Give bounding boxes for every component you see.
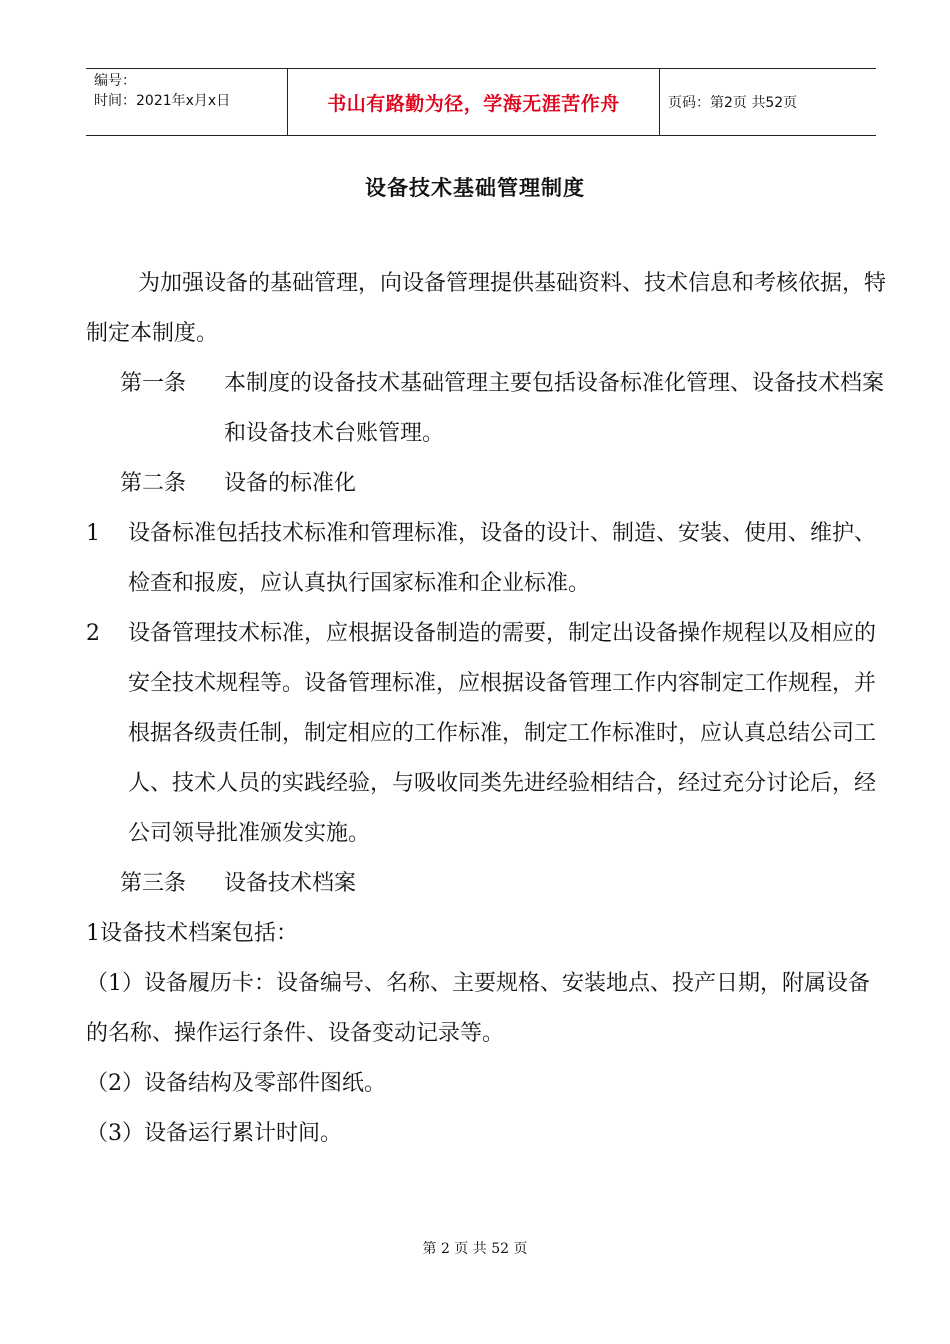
page-footer xyxy=(0,1238,950,1258)
article-3 xyxy=(86,859,886,909)
footer-page-number: 第 2 页 共 52 页 xyxy=(422,1241,528,1257)
article-text: 设备技术档案 xyxy=(224,871,357,896)
article-label: 第三条 xyxy=(120,871,187,896)
item-number: 2 xyxy=(86,621,100,646)
page-info: 页码：第2页 共52页 xyxy=(668,95,798,111)
article-2 xyxy=(86,459,886,509)
archive-item: （2）设备结构及零部件图纸。 xyxy=(86,1071,386,1096)
number-label: 编号： xyxy=(94,73,136,89)
article-text: 本制度的设备技术基础管理主要包括设备标准化管理、设备技术档案和设备技术台账管理。 xyxy=(224,371,885,446)
header-motto-cell xyxy=(288,69,660,135)
archive-item: （1）设备履历卡：设备编号、名称、主要规格、安装地点、投产日期，附属设备的名称、操作运行条件、设备变动记录等。 xyxy=(86,971,870,1046)
article-1 xyxy=(86,359,886,459)
item-number: 1 xyxy=(86,521,100,546)
article-label: 第一条 xyxy=(120,371,187,396)
list-item xyxy=(86,509,886,609)
page-header xyxy=(86,68,876,136)
article-text: 设备的标准化 xyxy=(224,471,357,496)
item-text: 设备标准包括技术标准和管理标准，设备的设计、制造、安装、使用、维护、检查和报废，应认真执行国家标准和企业标准。 xyxy=(128,521,877,596)
intro-paragraph: 为加强设备的基础管理，向设备管理提供基础资料、技术信息和考核依据，特制定本制度。 xyxy=(86,271,887,346)
list-item xyxy=(86,609,886,859)
item-text: 设备管理技术标准，应根据设备制造的需要，制定出设备操作规程以及相应的安全技术规程等。设备管理标准，应根据设备管理工作内容制定工作规程，并根据各级责任制，制定相应的工作标准，制定工作标准时，应认真总结公司工人、技术人员的实践经验，与吸收同类先进经验相结合，经过充分讨论后，经公司领导批准颁发实施。 xyxy=(128,621,877,846)
archive-heading: 1设备技术档案包括： xyxy=(86,921,298,946)
motto-text: 书山有路勤为径，学海无涯苦作舟 xyxy=(327,92,620,115)
document-body xyxy=(86,259,886,1159)
header-page-cell xyxy=(660,69,876,135)
header-meta-cell xyxy=(86,69,288,135)
article-label: 第二条 xyxy=(120,471,187,496)
archive-item: （3）设备运行累计时间。 xyxy=(86,1121,342,1146)
time-label: 时间：2021年x月x日 xyxy=(94,93,231,109)
document-title: 设备技术基础管理制度 xyxy=(365,176,585,200)
